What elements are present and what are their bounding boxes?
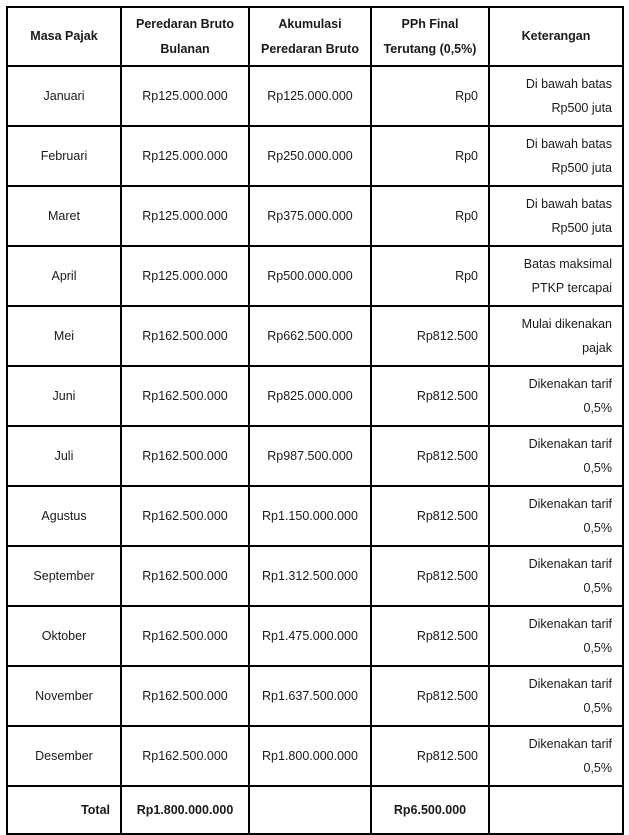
cell-masa-pajak: Mei (7, 306, 121, 366)
cell-keterangan: Di bawah batas Rp500 juta (489, 66, 623, 126)
cell-akumulasi-peredaran-bruto: Rp1.312.500.000 (249, 546, 371, 606)
table-body (7, 66, 623, 786)
cell-pph-final-terutang: Rp812.500 (371, 666, 489, 726)
cell-masa-pajak: Oktober (7, 606, 121, 666)
cell-akumulasi-peredaran-bruto: Rp1.800.000.000 (249, 726, 371, 786)
column-header-keterangan-line1: Keterangan (521, 29, 591, 44)
cell-peredaran-bruto-bulanan: Rp162.500.000 (121, 606, 249, 666)
cell-pph-final-terutang: Rp0 (371, 66, 489, 126)
cell-pph-final-terutang: Rp812.500 (371, 606, 489, 666)
table-row (7, 306, 623, 366)
cell-pph-final-terutang: Rp812.500 (371, 426, 489, 486)
cell-peredaran-bruto-bulanan: Rp162.500.000 (121, 366, 249, 426)
cell-akumulasi-peredaran-bruto: Rp662.500.000 (249, 306, 371, 366)
cell-akumulasi-peredaran-bruto: Rp1.637.500.000 (249, 666, 371, 726)
cell-akumulasi-peredaran-bruto: Rp250.000.000 (249, 126, 371, 186)
cell-peredaran-bruto-bulanan: Rp162.500.000 (121, 486, 249, 546)
table-row (7, 606, 623, 666)
cell-keterangan: Batas maksimal PTKP tercapai (489, 246, 623, 306)
cell-akumulasi-peredaran-bruto: Rp987.500.000 (249, 426, 371, 486)
cell-peredaran-bruto-bulanan: Rp125.000.000 (121, 186, 249, 246)
column-header-akumulasi-peredaran-bruto-line2: Peredaran Bruto (261, 41, 359, 56)
table-row (7, 126, 623, 186)
table-row (7, 546, 623, 606)
cell-pph-final-terutang: Rp812.500 (371, 546, 489, 606)
cell-masa-pajak: September (7, 546, 121, 606)
table-row (7, 246, 623, 306)
total-akumulasi-peredaran-bruto (249, 786, 371, 834)
column-header-peredaran-bruto-bulanan (121, 7, 249, 66)
table-row (7, 186, 623, 246)
total-peredaran-bruto-bulanan: Rp1.800.000.000 (121, 786, 249, 834)
cell-akumulasi-peredaran-bruto: Rp375.000.000 (249, 186, 371, 246)
total-row (7, 786, 623, 834)
cell-pph-final-terutang: Rp812.500 (371, 486, 489, 546)
cell-peredaran-bruto-bulanan: Rp162.500.000 (121, 426, 249, 486)
cell-keterangan: Dikenakan tarif 0,5% (489, 726, 623, 786)
cell-masa-pajak: Maret (7, 186, 121, 246)
column-header-peredaran-bruto-bulanan-line1: Peredaran Bruto (136, 17, 234, 32)
cell-peredaran-bruto-bulanan: Rp162.500.000 (121, 666, 249, 726)
column-header-keterangan (489, 7, 623, 66)
cell-peredaran-bruto-bulanan: Rp125.000.000 (121, 66, 249, 126)
table-row (7, 726, 623, 786)
cell-masa-pajak: Februari (7, 126, 121, 186)
cell-keterangan: Di bawah batas Rp500 juta (489, 126, 623, 186)
cell-akumulasi-peredaran-bruto: Rp825.000.000 (249, 366, 371, 426)
cell-pph-final-terutang: Rp0 (371, 186, 489, 246)
cell-pph-final-terutang: Rp0 (371, 126, 489, 186)
header-row (7, 7, 623, 66)
cell-masa-pajak: November (7, 666, 121, 726)
table-footer (7, 786, 623, 834)
cell-keterangan: Dikenakan tarif 0,5% (489, 426, 623, 486)
cell-akumulasi-peredaran-bruto: Rp500.000.000 (249, 246, 371, 306)
cell-masa-pajak: Agustus (7, 486, 121, 546)
table-row (7, 486, 623, 546)
cell-keterangan: Dikenakan tarif 0,5% (489, 666, 623, 726)
column-header-pph-final-terutang-line2: Terutang (0,5%) (383, 41, 477, 56)
column-header-akumulasi-peredaran-bruto (249, 7, 371, 66)
column-header-pph-final-terutang (371, 7, 489, 66)
total-label: Total (7, 786, 121, 834)
cell-akumulasi-peredaran-bruto: Rp1.475.000.000 (249, 606, 371, 666)
cell-peredaran-bruto-bulanan: Rp125.000.000 (121, 246, 249, 306)
cell-keterangan: Mulai dikenakan pajak (489, 306, 623, 366)
cell-peredaran-bruto-bulanan: Rp162.500.000 (121, 306, 249, 366)
total-pph-final-terutang: Rp6.500.000 (371, 786, 489, 834)
cell-pph-final-terutang: Rp0 (371, 246, 489, 306)
column-header-peredaran-bruto-bulanan-line2: Bulanan (160, 41, 210, 56)
cell-pph-final-terutang: Rp812.500 (371, 366, 489, 426)
table-header (7, 7, 623, 66)
cell-keterangan: Di bawah batas Rp500 juta (489, 186, 623, 246)
pph-final-calculation-table (6, 6, 624, 835)
cell-peredaran-bruto-bulanan: Rp162.500.000 (121, 546, 249, 606)
column-header-akumulasi-peredaran-bruto-line1: Akumulasi (278, 17, 342, 32)
cell-akumulasi-peredaran-bruto: Rp1.150.000.000 (249, 486, 371, 546)
cell-peredaran-bruto-bulanan: Rp162.500.000 (121, 726, 249, 786)
cell-masa-pajak: Januari (7, 66, 121, 126)
column-header-masa-pajak (7, 7, 121, 66)
cell-peredaran-bruto-bulanan: Rp125.000.000 (121, 126, 249, 186)
cell-keterangan: Dikenakan tarif 0,5% (489, 546, 623, 606)
cell-akumulasi-peredaran-bruto: Rp125.000.000 (249, 66, 371, 126)
cell-masa-pajak: Juni (7, 366, 121, 426)
table-row (7, 66, 623, 126)
column-header-masa-pajak-line1: Masa Pajak (30, 29, 98, 44)
cell-pph-final-terutang: Rp812.500 (371, 726, 489, 786)
cell-pph-final-terutang: Rp812.500 (371, 306, 489, 366)
column-header-pph-final-terutang-line1: PPh Final (401, 17, 459, 32)
total-keterangan (489, 786, 623, 834)
cell-keterangan: Dikenakan tarif 0,5% (489, 606, 623, 666)
table-row (7, 426, 623, 486)
cell-masa-pajak: Juli (7, 426, 121, 486)
table-row (7, 666, 623, 726)
cell-keterangan: Dikenakan tarif 0,5% (489, 366, 623, 426)
cell-masa-pajak: April (7, 246, 121, 306)
cell-masa-pajak: Desember (7, 726, 121, 786)
table-row (7, 366, 623, 426)
cell-keterangan: Dikenakan tarif 0,5% (489, 486, 623, 546)
